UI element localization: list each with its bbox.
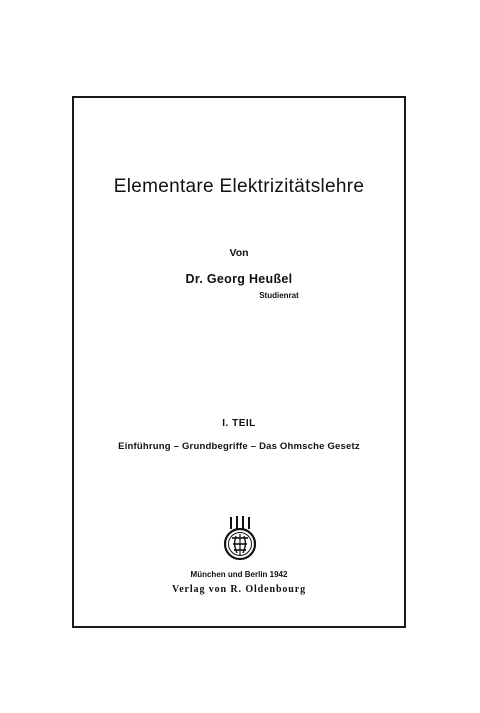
author-role: Studienrat [259, 291, 299, 300]
author-name: Dr. Georg Heußel [185, 272, 293, 286]
part-label: I. TEIL [222, 418, 256, 429]
topics-line: Einführung – Grundbegriffe – Das Ohmsche Gesetz [118, 441, 360, 452]
by-label: Von [229, 247, 249, 259]
place-and-year: München und Berlin 1942 [190, 570, 288, 579]
page-border-frame [72, 96, 406, 628]
book-title: Elementare Elektrizitätslehre [113, 176, 365, 197]
publisher-name: Verlag von R. Oldenbourg [171, 584, 307, 595]
publisher-mark-icon [220, 516, 260, 562]
